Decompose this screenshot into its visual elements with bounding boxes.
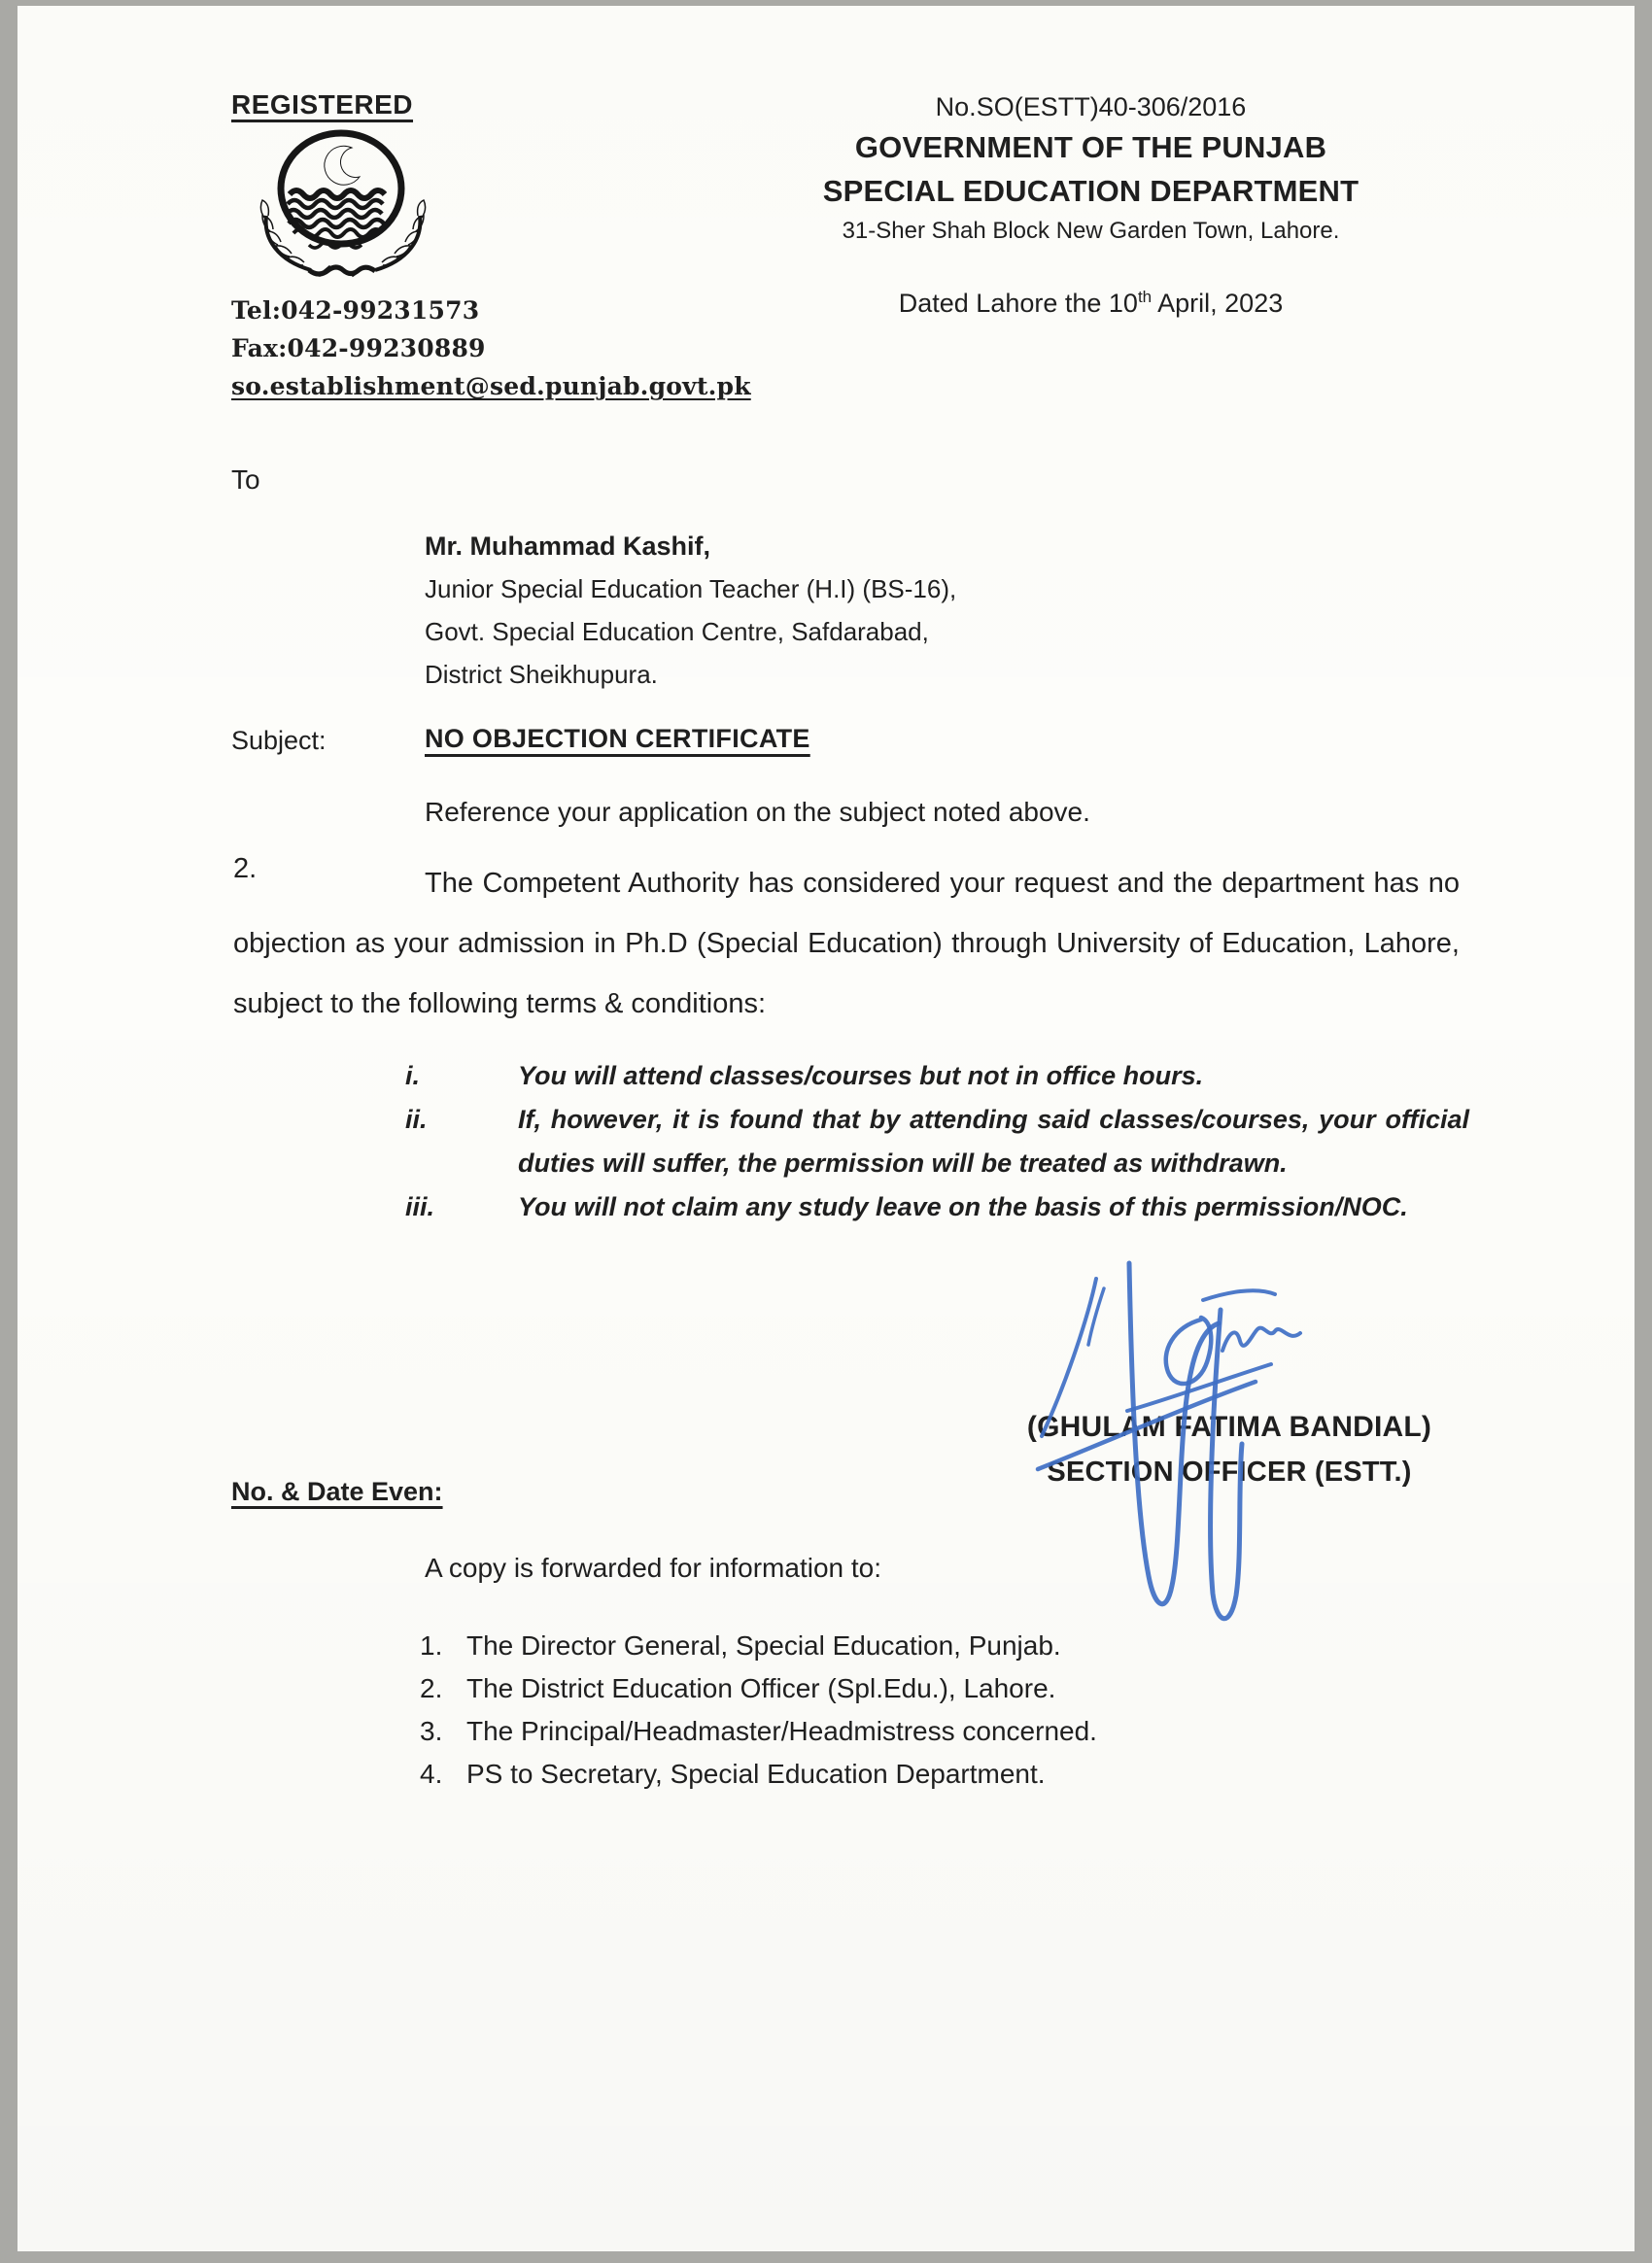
cc-number: 2. [420, 1673, 443, 1703]
fax-line: Fax:042-99230889 [231, 334, 486, 362]
cc-item [420, 1710, 1097, 1753]
term-text: If, however, it is found that by attending said classes/courses, your official duties will suffer, the permission will be treated as withdrawn. [518, 1105, 1469, 1178]
copy-forwarded-line: A copy is forwarded for information to: [425, 1553, 881, 1583]
department-title: SPECIAL EDUCATION DEPARTMENT [822, 174, 1359, 208]
reference-number: No.SO(ESTT)40-306/2016 [935, 92, 1247, 121]
term-item [405, 1098, 1474, 1185]
cc-list [420, 1625, 1097, 1796]
cc-text: The Principal/Headmaster/Headmistress concerned. [466, 1716, 1097, 1746]
cc-number: 3. [420, 1716, 443, 1746]
terms-list [405, 1054, 1474, 1229]
date-line [811, 288, 1370, 319]
salutation: To [231, 464, 260, 495]
cc-text: PS to Secretary, Special Education Department. [466, 1759, 1046, 1789]
subject-label: Subject: [231, 726, 327, 755]
no-and-date-label: No. & Date Even: [231, 1477, 443, 1506]
contact-block [231, 291, 751, 405]
cc-number: 1. [420, 1630, 443, 1661]
email-line: so.establishment@sed.punjab.govt.pk [231, 372, 751, 400]
tel-line: Tel:042-99231573 [231, 296, 480, 325]
term-marker: i. [405, 1061, 421, 1090]
office-address: 31-Sher Shah Block New Garden Town, Lahore. [842, 218, 1340, 244]
cc-item [420, 1753, 1097, 1796]
recipient-designation: Junior Special Education Teacher (H.I) (BS-16), [425, 574, 957, 603]
paragraph-2-text: The Competent Authority has considered your request and the department has no objection as your admission in Ph.D (Special Education) through University of Education, Lahore, subject to the following terms & conditions: [233, 868, 1460, 1019]
cc-number: 4. [420, 1759, 443, 1789]
letterhead-right [811, 87, 1370, 249]
signatory-name: (GHULAM FATIMA BANDIAL) [1026, 1411, 1432, 1443]
registered-label: REGISTERED [231, 89, 414, 120]
term-item [405, 1185, 1474, 1229]
recipient-name: Mr. Muhammad Kashif, [425, 531, 711, 561]
term-item [405, 1054, 1474, 1098]
signatory-title: SECTION OFFICER (ESTT.) [1047, 1457, 1412, 1488]
subject-title: NO OBJECTION CERTIFICATE [425, 724, 810, 753]
date-suffix: April, 2023 [1152, 289, 1284, 318]
signature-ink-icon [1011, 1255, 1322, 1649]
punjab-government-emblem-icon [251, 126, 435, 280]
date-ordinal-suffix: th [1137, 288, 1153, 306]
recipient-office: Govt. Special Education Centre, Safdarabad, [425, 617, 929, 646]
cc-item [420, 1625, 1097, 1667]
reference-line: Reference your application on the subject noted above. [425, 797, 1090, 827]
paragraph-2-number: 2. [233, 853, 258, 884]
cc-text: The District Education Officer (Spl.Edu.), Lahore. [466, 1673, 1056, 1703]
recipient-address [425, 525, 956, 696]
term-marker: ii. [405, 1105, 428, 1134]
term-text: You will attend classes/courses but not in office hours. [518, 1061, 1204, 1090]
term-marker: iii. [405, 1192, 435, 1221]
government-title: GOVERNMENT OF THE PUNJAB [854, 130, 1327, 164]
recipient-district: District Sheikhupura. [425, 660, 658, 689]
cc-text: The Director General, Special Education, Punjab. [466, 1630, 1061, 1661]
date-prefix: Dated Lahore the 10 [898, 289, 1138, 318]
term-text: You will not claim any study leave on the basis of this permission/NOC. [518, 1192, 1408, 1221]
cc-item [420, 1667, 1097, 1710]
